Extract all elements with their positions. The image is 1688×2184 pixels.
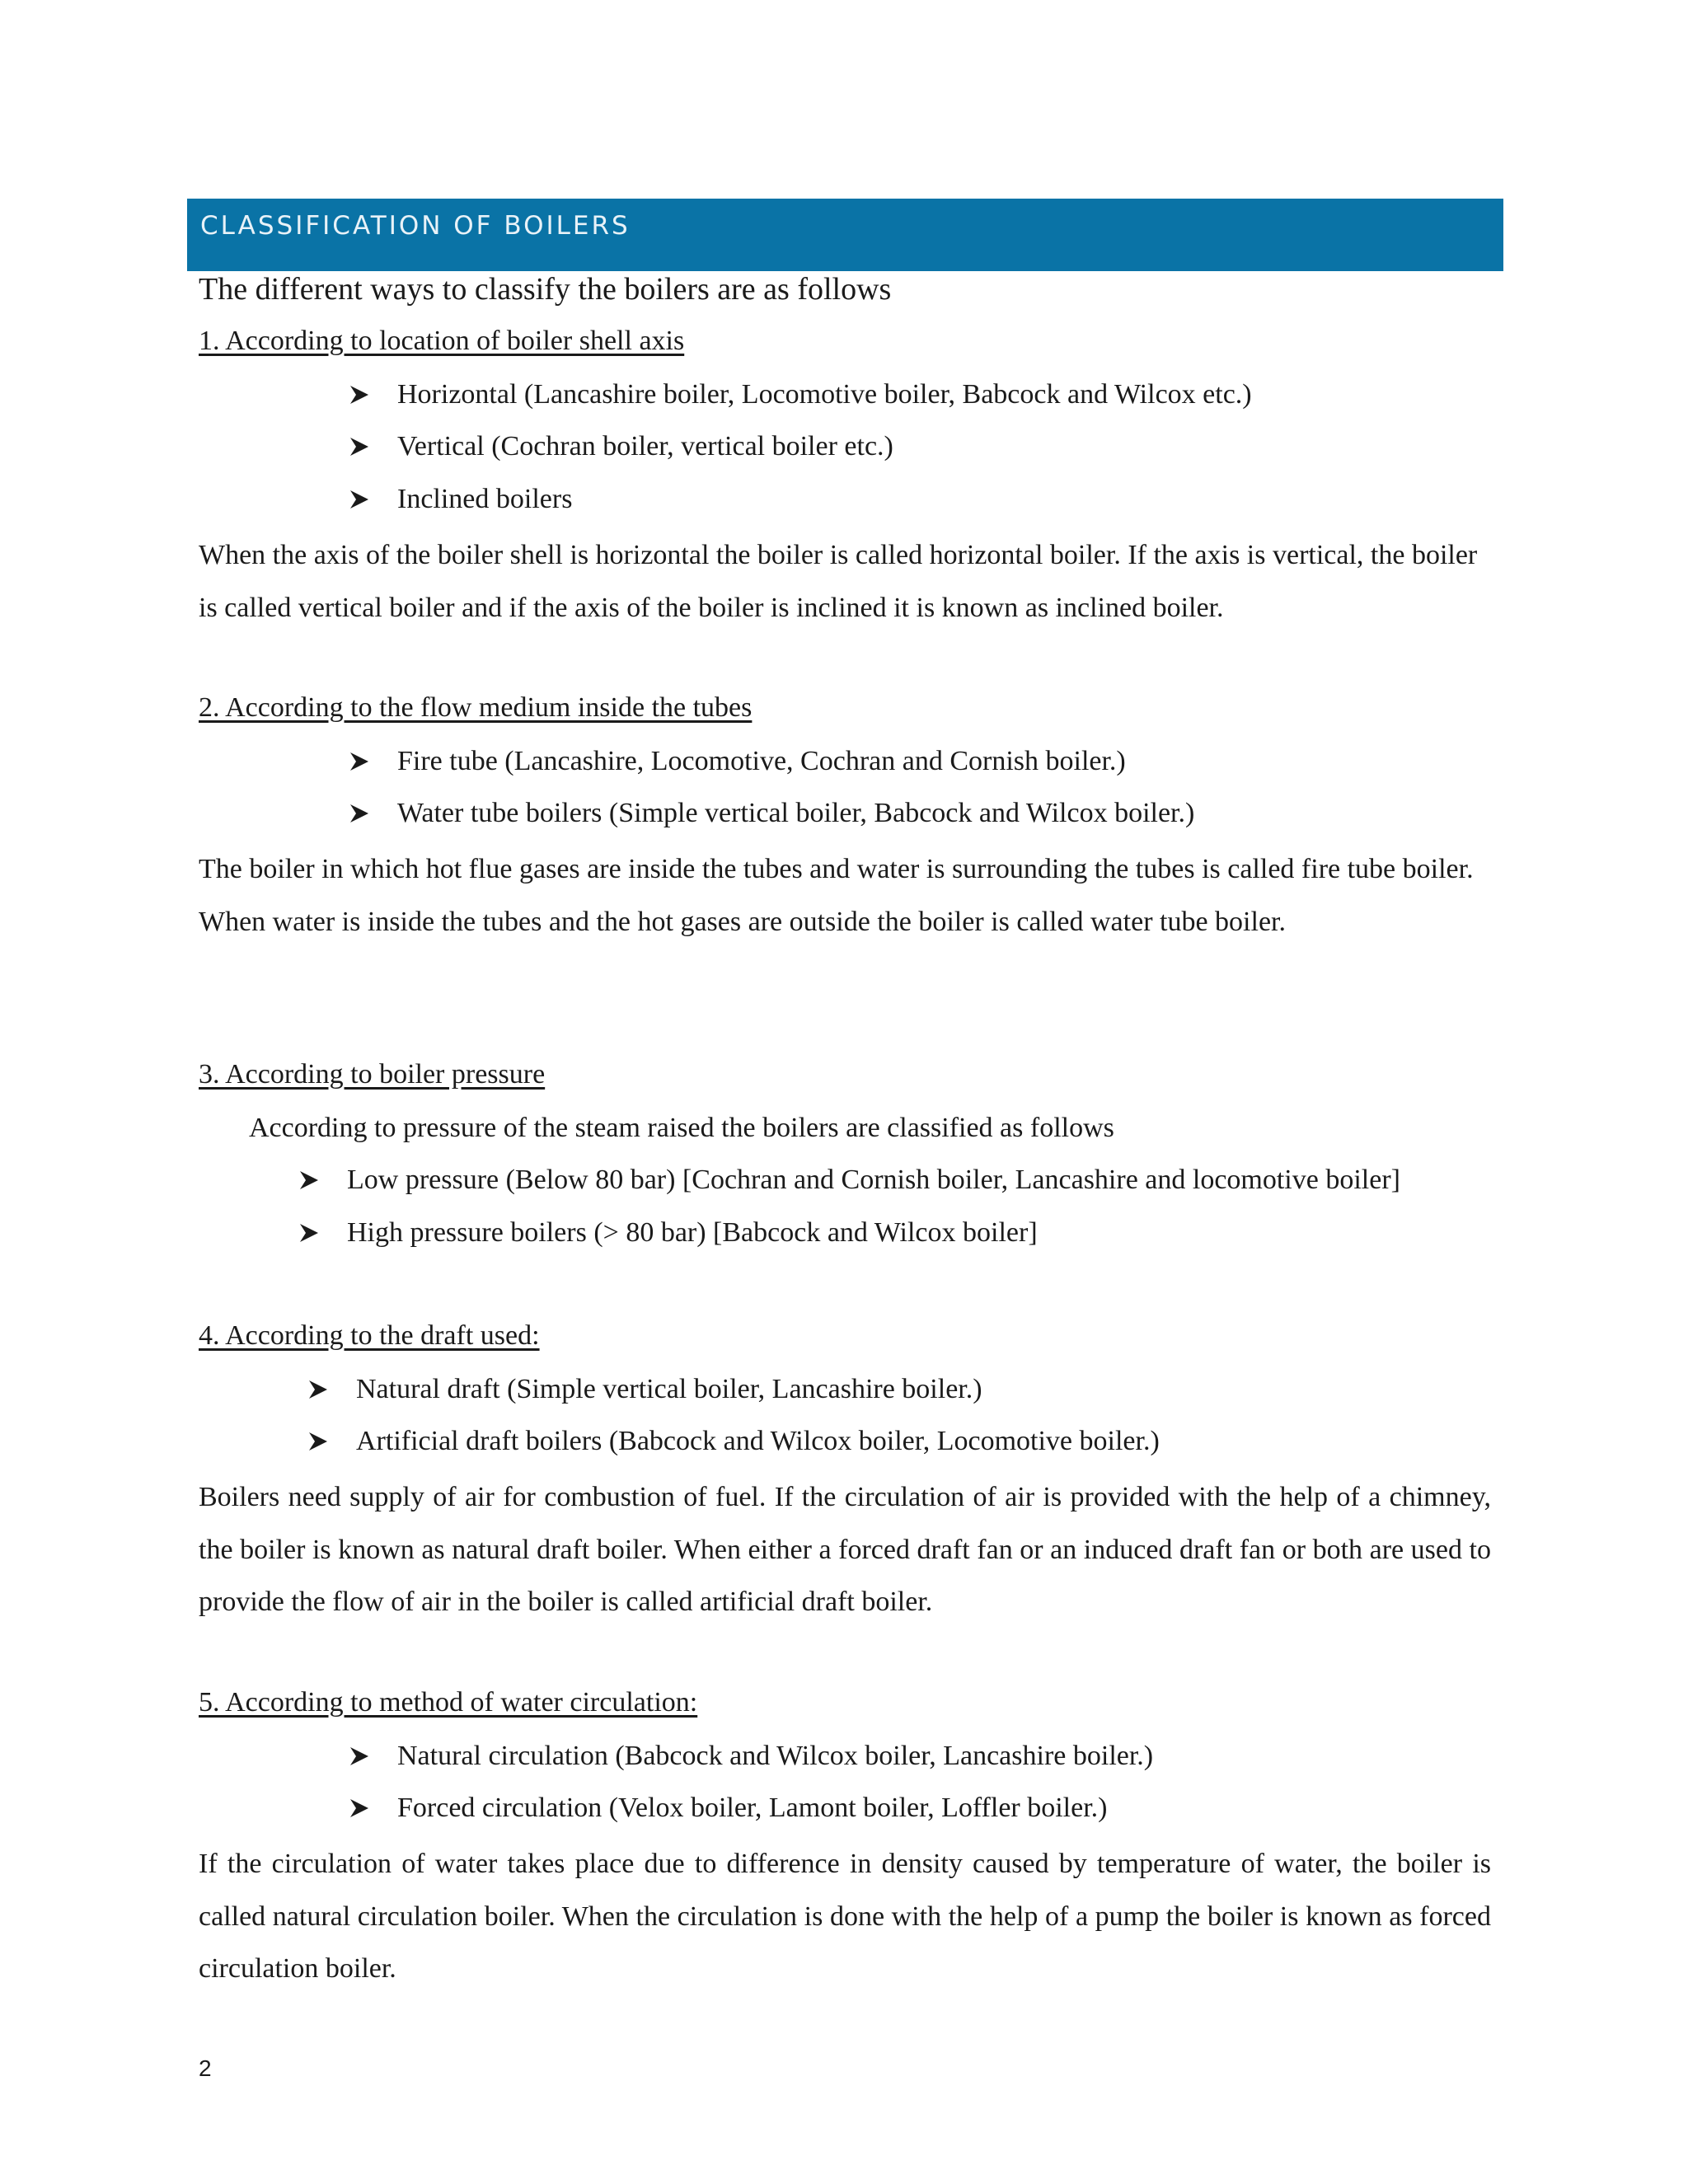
section-heading: 4. According to the draft used: xyxy=(199,1320,540,1351)
arrowhead-bullet-icon xyxy=(349,385,369,405)
page-number: 2 xyxy=(199,2055,212,2081)
intro-text: The different ways to classify the boilers are as follows xyxy=(199,272,892,307)
section-heading: 5. According to method of water circulation: xyxy=(199,1687,698,1718)
banner-title: CLASSIFICATION OF BOILERS xyxy=(200,211,631,241)
arrowhead-bullet-icon xyxy=(349,804,369,823)
arrowhead-bullet-icon xyxy=(349,437,369,457)
section-paragraph: The boiler in which hot flue gases are inside the tubes and water is surrounding the tubes is called fire tube boiler. When water is inside the tubes and the hot gases are outside the boiler is called water tube boiler. xyxy=(199,854,1474,937)
bullet-text: Low pressure (Below 80 bar) [Cochran and Cornish boiler, Lancashire and locomotive boiler] xyxy=(347,1165,1400,1195)
bullet-text: Natural draft (Simple vertical boiler, Lancashire boiler.) xyxy=(356,1374,982,1404)
arrowhead-bullet-icon xyxy=(349,752,369,771)
bullet-text: Fire tube (Lancashire, Locomotive, Cochran and Cornish boiler.) xyxy=(397,746,1126,776)
section-paragraph: If the circulation of water takes place due to difference in density caused by temperature of water, the boiler is called natural circulation boiler. When the circulation is done with the help of a pump the boiler is known as forced circulation boiler. xyxy=(199,1849,1491,1984)
bullet-text: Vertical (Cochran boiler, vertical boiler etc.) xyxy=(397,431,893,462)
bullet-text: Artificial draft boilers (Babcock and Wilcox boiler, Locomotive boiler.) xyxy=(356,1426,1160,1456)
bullet-text: Inclined boilers xyxy=(397,484,573,514)
section-heading: 1. According to location of boiler shell axis xyxy=(199,326,685,356)
bullet-text: Water tube boilers (Simple vertical boiler, Babcock and Wilcox boiler.) xyxy=(397,798,1195,828)
bullet-text: High pressure boilers (> 80 bar) [Babcock and Wilcox boiler] xyxy=(347,1217,1038,1248)
arrowhead-bullet-icon xyxy=(349,1798,369,1818)
section-banner xyxy=(187,199,1503,271)
arrowhead-bullet-icon xyxy=(299,1170,319,1190)
section-heading: 3. According to boiler pressure xyxy=(199,1059,546,1090)
arrowhead-bullet-icon xyxy=(299,1223,319,1243)
bullet-text: Natural circulation (Babcock and Wilcox boiler, Lancashire boiler.) xyxy=(397,1741,1154,1771)
arrowhead-bullet-icon xyxy=(349,490,369,509)
arrowhead-bullet-icon xyxy=(349,1746,369,1766)
bullet-text: Horizontal (Lancashire boiler, Locomotive boiler, Babcock and Wilcox etc.) xyxy=(397,379,1252,410)
section-heading: 2. According to the flow medium inside the tubes xyxy=(199,692,753,723)
section-paragraph: Boilers need supply of air for combustion of fuel. If the circulation of air is provided with the help of a chimney, the boiler is known as natural draft boiler. When either a forced draft fan or an induced draft fan or both are used to provide the flow of air in the boiler is called artificial draft boiler. xyxy=(199,1482,1491,1617)
bullet-text: Forced circulation (Velox boiler, Lamont boiler, Loffler boiler.) xyxy=(397,1793,1108,1823)
section-subintro: According to pressure of the steam raised the boilers are classified as follows xyxy=(249,1113,1114,1143)
arrowhead-bullet-icon xyxy=(308,1432,328,1451)
arrowhead-bullet-icon xyxy=(308,1380,328,1399)
section-paragraph: When the axis of the boiler shell is horizontal the boiler is called horizontal boiler. If the axis is vertical, the boiler is called vertical boiler and if the axis of the boiler is inclined it is known as inclined boiler. xyxy=(199,540,1478,623)
